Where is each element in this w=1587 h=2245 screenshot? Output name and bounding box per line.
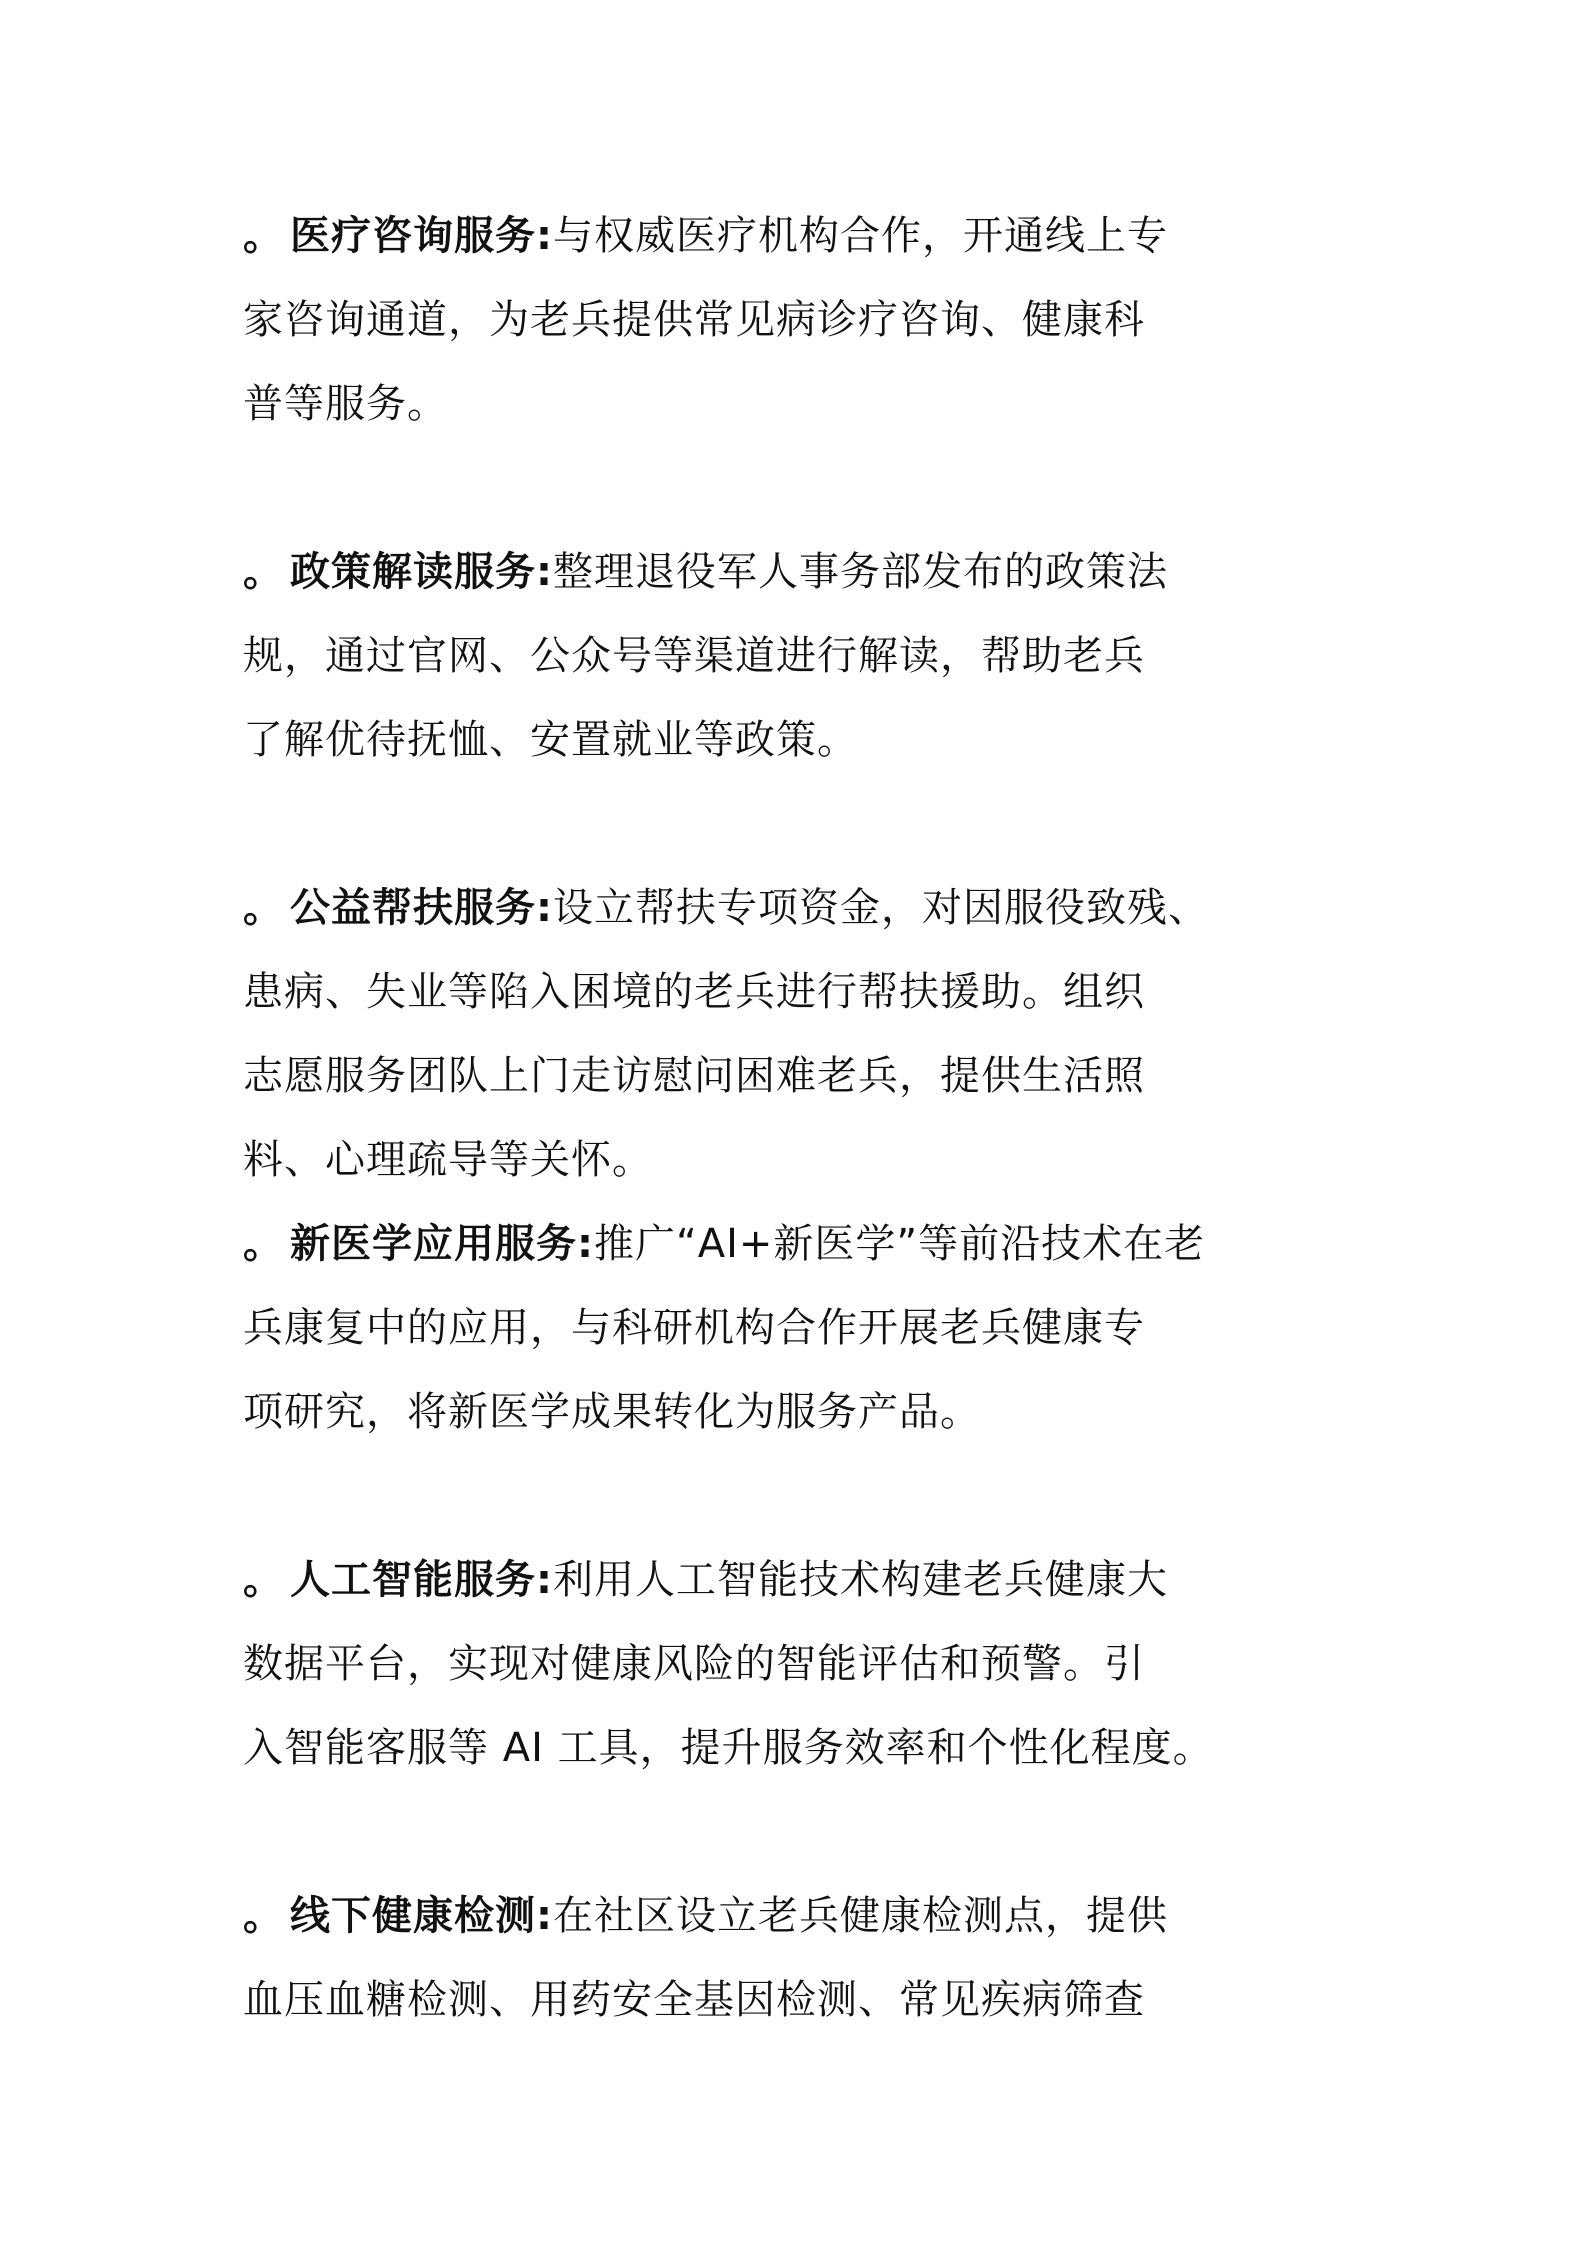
bullet-mark: 。 — [243, 885, 284, 931]
section-heading: 医疗咨询服务: — [290, 213, 553, 259]
section-text-line: 与权威医疗机构合作，开通线上专 — [553, 213, 1168, 259]
bullet-mark: 。 — [243, 213, 284, 259]
section-text-line: 血压血糖检测、用药安全基因检测、常见疾病筛查 — [243, 1977, 1145, 2023]
section-medical-consultation — [243, 194, 1203, 446]
section-text-line: 利用人工智能技术构建老兵健康大 — [553, 1557, 1168, 1603]
section-text-line: 普等服务。 — [243, 381, 448, 427]
section-text-line: 了解优待抚恤、安置就业等政策。 — [243, 717, 858, 763]
bullet-mark: 。 — [243, 1557, 284, 1603]
section-text-line: 推广“AI+新医学”等前沿技术在老 — [594, 1221, 1206, 1267]
section-text-line: 料、心理疏导等关怀。 — [243, 1137, 653, 1183]
bullet-mark: 。 — [243, 1221, 284, 1267]
section-first-line — [243, 866, 1209, 950]
section-public-welfare — [243, 866, 1209, 1202]
section-text-line: 整理退役军人事务部发布的政策法 — [553, 549, 1168, 595]
section-first-line — [243, 1874, 1203, 1958]
section-first-line — [243, 530, 1203, 614]
bullet-mark: 。 — [243, 1893, 284, 1939]
section-first-line — [243, 1538, 1203, 1622]
section-first-line — [243, 194, 1203, 278]
section-new-medicine — [243, 1202, 1206, 1454]
section-heading: 公益帮扶服务: — [290, 885, 553, 931]
section-heading: 政策解读服务: — [290, 549, 553, 595]
section-heading: 线下健康检测: — [290, 1893, 553, 1939]
section-text-line: 兵康复中的应用，与科研机构合作开展老兵健康专 — [243, 1305, 1145, 1351]
bullet-mark: 。 — [243, 549, 284, 595]
section-heading: 人工智能服务: — [290, 1557, 553, 1603]
section-text-line: 患病、失业等陷入困境的老兵进行帮扶援助。组织 — [243, 969, 1145, 1015]
section-text-line: 设立帮扶专项资金，对因服役致残、 — [553, 885, 1209, 931]
section-text-line: 志愿服务团队上门走访慰问困难老兵，提供生活照 — [243, 1053, 1145, 1099]
section-offline-health-check — [243, 1874, 1203, 2042]
section-artificial-intelligence — [243, 1538, 1214, 1790]
section-text-line: 入智能客服等 AI 工具，提升服务效率和个性化程度。 — [243, 1725, 1214, 1771]
section-text-line: 在社区设立老兵健康检测点，提供 — [553, 1893, 1168, 1939]
section-heading: 新医学应用服务: — [290, 1221, 594, 1267]
section-text-line: 家咨询通道，为老兵提供常见病诊疗咨询、健康科 — [243, 297, 1145, 343]
section-first-line — [243, 1202, 1206, 1286]
section-policy-interpretation — [243, 530, 1203, 782]
section-text-line: 数据平台，实现对健康风险的智能评估和预警。引 — [243, 1641, 1145, 1687]
section-text-line: 项研究，将新医学成果转化为服务产品。 — [243, 1389, 981, 1435]
section-text-line: 规，通过官网、公众号等渠道进行解读，帮助老兵 — [243, 633, 1145, 679]
